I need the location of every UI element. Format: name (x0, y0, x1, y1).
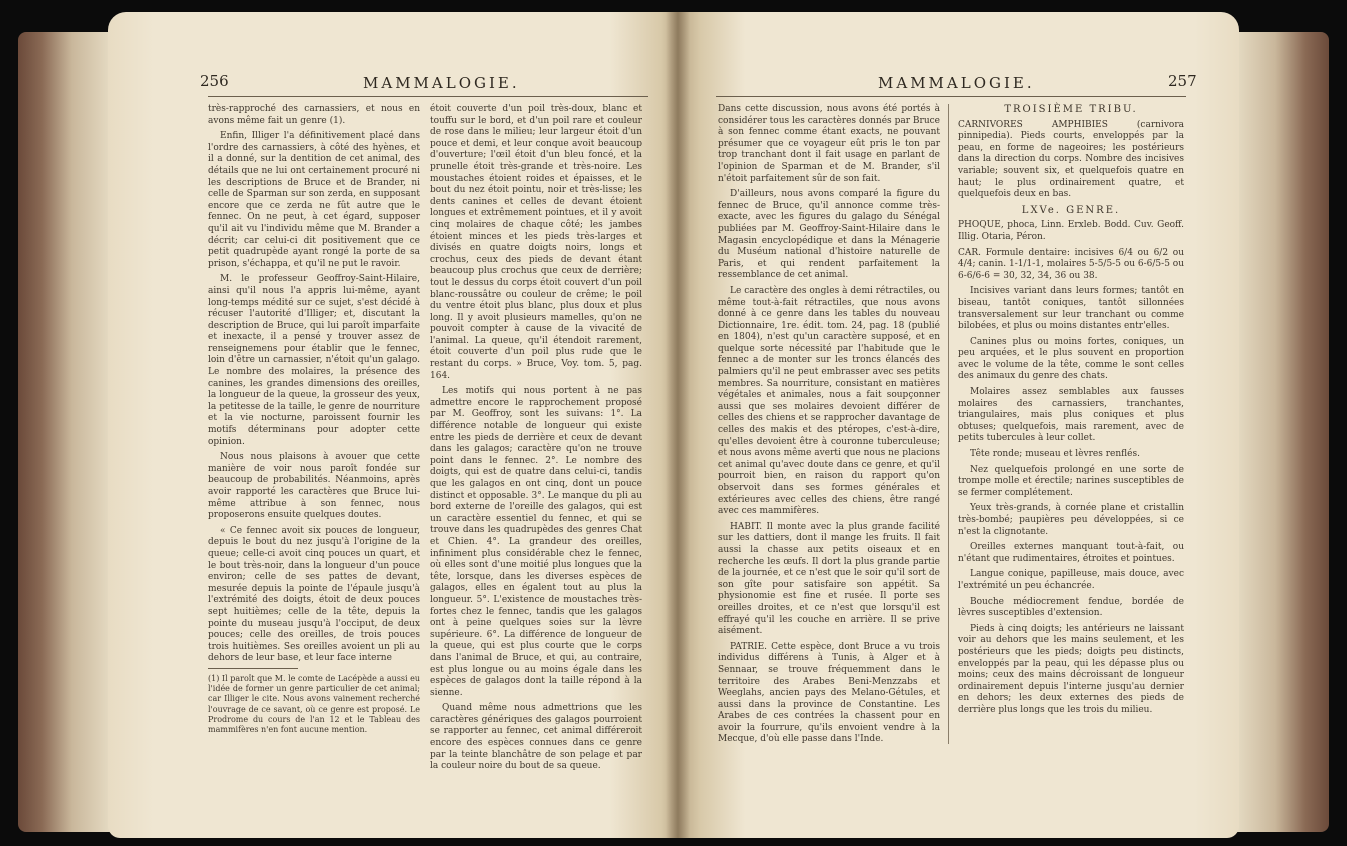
paragraph: Dans cette discussion, nous avons été portés à considérer tous les caractères donnés par Bruce à son fennec comme étant exacts, ne pouvant présumer que ce voyageur eût pris le ton par trop tranchant dont il fait usage en parlant de l'opinion de Sparman et de M. Brander, s'il n'étoit parfaitement sûr de son fait. (718, 104, 940, 184)
paragraph: Quand même nous admettrions que les caractères génériques des galagos pourroient se rapporter au fennec, cet animal différeroit encore des espèces connues dans ce genre par la teinte blanchâtre de son pelage et par la couleur noire du bout de sa queue. (430, 703, 642, 772)
paragraph: Oreilles externes manquant tout-à-fait, ou n'étant que rudimentaires, étroites et pointues. (958, 542, 1184, 564)
paragraph: Nez quelquefois prolongé en une sorte de trompe molle et érectile; narines susceptibles de se fermer complétement. (958, 464, 1184, 498)
left-page-number: 256 (200, 72, 229, 90)
paragraph: Bouche médiocrement fendue, bordée de lèvres susceptibles d'extension. (958, 596, 1184, 619)
paragraph: CARNIVORES AMPHIBIES (carnivora pinnipedia). Pieds courts, enveloppés par la peau, en forme de nageoires; les postérieurs dans la direction du corps. Nombre des incisives variable; souvent six, et quelquefois quatre en haut; le plus ordinairement quatre, et quelquefois deux en bas. (958, 119, 1184, 200)
right-page-number: 257 (1168, 72, 1197, 90)
left-page (108, 12, 678, 838)
paragraph: Les motifs qui nous portent à ne pas admettre encore le rapprochement proposé par M. Geoffroy, sont les suivans: 1°. La différence notable de longueur qui existe entre les pieds de derrière et ceux de devant dans les galagos; caractère qu'on ne trouve point dans le fennec. 2°. Le nombre des doigts, qui est de quatre dans celui-ci, tandis que les galagos en ont cinq, dont un pouce distinct et opposable. 3°. Le manque du pli au bord externe de l'oreille des galagos, qui est un caractère essentiel du fennec, et qui se trouve dans les quadrupèdes des genres Chat et Chien. 4°. La grandeur des oreilles, infiniment plus considérable chez le fennec, où elles sont d'une moitié plus longues que la tête, lorsque, dans les diverses espèces de galagos, elles en égalent tout au plus la longueur. 5°. L'existence de moustaches très-fortes chez le fennec, tandis que les galagos ont à peine quelques soies sur la lèvre supérieure. 6°. La différence de longueur de la queue, qui est plus courte que le corps dans l'animal de Bruce, et qui, au contraire, est plus longue ou au moins égale dans les espèces de galagos dont la taille répond à la sienne. (430, 386, 642, 698)
left-footnote (208, 674, 420, 764)
footnote-rule (208, 668, 298, 669)
paragraph: CAR. Formule dentaire: incisives 6/4 ou 6/2 ou 4/4; canin. 1-1/1-1, molaires 5-5/5-5 ou 6-6/5-5 ou 6-6/6-6 = 30, 32, 34, 36 ou 38. (958, 247, 1184, 281)
paragraph: très-rapproché des carnassiers, et nous en avons même fait un genre (1). (208, 104, 420, 126)
paragraph: étoit couverte d'un poil très-doux, blanc et touffu sur le bord, et d'un poil rare et couleur de rose dans le milieu; leur largeur étoit d'un pouce et demi, et leur conque avoit beaucoup d'ouverture; l'œil étoit d'un bleu foncé, et la prunelle étoit très-grande et très-noire. Les moustaches étoient roides et épaisses, et le bout du nez étoit pointu, noir et très-lisse; les dents canines et celles de devant étoient longues et extrêmement pointues, et il y avoit cinq molaires de chaque côté; les jambes étoient minces et les pieds très-larges et divisés en quatre doigts noirs, longs et crochus, ceux des pieds de devant étant beaucoup plus crochus que ceux de derrière; tout le dessus du corps étoit couvert d'un poil blanc-roussâtre ou couleur de crême; le poil du ventre étoit plus blanc, plus doux et plus long. Il y avoit plusieurs mamelles, qu'on ne pouvoit compter à cause de la vivacité de l'animal. La queue, qu'il étendoit rarement, étoit couverte d'un poil plus rude que le restant du corps. » Bruce, Voy. tom. 5, pag. 164. (430, 104, 642, 381)
paragraph: Enfin, Illiger l'a définitivement placé dans l'ordre des carnassiers, à côté des hyènes, et il a donné, sur la dentition de cet animal, des détails que ne lui ont certainement procuré ni les descriptions de Bruce et de Brander, ni celle de Sparman sur son zerda, en supposant encore que ce zerda ne fût autre que le fennec. On ne peut, à cet égard, supposer qu'il ait vu l'individu même que M. Brander a décrit; car celui-ci dit positivement que ce petit quadrupède ayant rongé la porte de sa prison, s'échappa, et qu'il ne put le ravoir. (208, 131, 420, 269)
paragraph: M. le professeur Geoffroy-Saint-Hilaire, ainsi qu'il nous l'a appris lui-même, ayant long-temps médité sur ce sujet, s'est décidé à récuser l'autorité d'Illiger; et, discutant la description de Bruce, qui lui paroît imparfaite et inexacte, il a pensé y trouver assez de renseignemens pour établir que le fennec, loin d'être un carnassier, n'étoit qu'un galago. Le nombre des molaires, la présence des canines, les grandes dimensions des oreilles, la longueur de la queue, la grosseur des yeux, la petitesse de la taille, le genre de nourriture et la vie nocturne, paroissent fournir les motifs déterminans pour adopter cette opinion. (208, 274, 420, 447)
right-page (678, 12, 1239, 838)
left-header-rule (208, 96, 648, 97)
paragraph: « Ce fennec avoit six pouces de longueur, depuis le bout du nez jusqu'à l'origine de la queue; celle-ci avoit cinq pouces un quart, et le bout très-noir, dans la longueur d'un pouce environ; celle de ses pattes de devant, mesurée depuis la pointe de l'épaule jusqu'à l'extrémité des doigts, étoit de deux pouces sept huitièmes; celle de la tête, depuis la pointe du museau jusqu'à l'occiput, de deux pouces; celle des oreilles, de trois pouces trois huitièmes. Ses oreilles avoient un pli au dehors de leur base, et leur face interne (208, 525, 420, 664)
paragraph: Nous nous plaisons à avouer que cette manière de voir nous paroît fondée sur beaucoup de probabilités. Néanmoins, après avoir rapporté les caractères que Bruce lui-même attribue à son fennec, nous proposerons ensuite quelques doutes. (208, 452, 420, 521)
left-page-header: MAMMALOGIE. (363, 74, 520, 92)
paragraph: Pieds à cinq doigts; les antérieurs ne laissant voir au dehors que les mains seulement, et les postérieurs que les pieds; doigts peu distincts, enveloppés par la peau, qui les dépasse plus ou moins; ceux des mains décroissant de longueur ordinairement depuis l'interne jusqu'au dernier en dehors; les deux externes des pieds de derrière plus longs que les trois du milieu. (958, 623, 1184, 715)
paragraph: Yeux très-grands, à cornée plane et cristallin très-bombé; paupières peu développées, si ce n'est la clignotante. (958, 503, 1184, 537)
right-column-2 (958, 104, 1184, 754)
footnote-text: (1) Il paroît que M. le comte de Lacépède a aussi eu l'idée de former un genre particulier de cet animal; car Illiger le cite. Nous avons vainement recherché l'ouvrage de ce savant, où ce genre est proposé. Le Prodrome du cours de l'an 12 et le Tableau des mammifères n'en font aucune mention. (208, 674, 420, 735)
paragraph: Incisives variant dans leurs formes; tantôt en biseau, tantôt coniques, tantôt sillonnées transversalement sur leur tranchant ou comme bilobées, et plus ou moins distantes entr'elles. (958, 286, 1184, 332)
column-divider (948, 104, 949, 744)
paragraph: Canines plus ou moins fortes, coniques, un peu arquées, et le plus souvent en proportion avec le volume de la tête, comme le sont celles des animaux du genre des chats. (958, 336, 1184, 382)
paragraph: Molaires assez semblables aux fausses molaires des carnassiers, tranchantes, triangulaires, mais plus coniques et plus obtuses; quelquefois, mais rarement, avec de petits tubercules à leur collet. (958, 387, 1184, 444)
paragraph: PHOQUE, phoca, Linn. Erxleb. Bodd. Cuv. Geoff. Illig. Otaria, Péron. (958, 220, 1184, 242)
right-page-header: MAMMALOGIE. (878, 74, 1035, 92)
paragraph: HABIT. Il monte avec la plus grande facilité sur les dattiers, dont il mange les fruits. Il fait aussi la chasse aux petits oiseaux et en recherche les œufs. Il dort la plus grande partie de la journée, et ce n'est que le soir qu'il sort de son gîte pour satisfaire son appétit. Sa physionomie est fine et rusée. Il porte ses oreilles droites, et ce n'est que lorsqu'il est effrayé qu'il les couche en arrière. Il se prive aisément. (718, 521, 940, 637)
genre-title: LXVe. GENRE. (1021, 204, 1121, 216)
tribe-title: TROISIÈME TRIBU. (1004, 104, 1138, 115)
paragraph: D'ailleurs, nous avons comparé la figure du fennec de Bruce, qu'il annonce comme très-exacte, avec les figures du galago du Sénégal publiées par M. Geoffroy-Saint-Hilaire dans le Magasin encyclopédique et dans la Ménagerie du Muséum national d'histoire naturelle de Paris, et qui rendent parfaitement la ressemblance de cet animal. (718, 189, 940, 281)
left-column-2 (430, 104, 642, 772)
paragraph: Le caractère des ongles à demi rétractiles, ou même tout-à-fait rétractiles, que nous avons donné à ce genre dans les tables du nouveau Dictionnaire, 1re. édit. tom. 24, pag. 18 (publié en 1804), n'est qu'un caractère supposé, et en quelque sorte nécessité par l'habitude que le fennec a de monter sur les troncs élancés des palmiers qu'il ne peut embrasser avec ses petits membres. Sa nourriture, consistant en matières végétales et animales, nous a fait soupçonner aussi que ses molaires devoient différer de celles des chiens et se rapprocher davantage de celles des makis et des ptéropes, c'est-à-dire, qu'elles devoient être à couronne tuberculeuse; et nous avons même averti que nous ne placions cet animal qu'avec doute dans ce genre, et qu'il pourroit bien, en raison du rapport qu'on observoit dans ses formes générales et extérieures avec celles des chiens, être rangé avec ces mammifères. (718, 285, 940, 517)
paragraph: Tête ronde; museau et lèvres renflés. (970, 449, 1140, 460)
paragraph: Langue conique, papilleuse, mais douce, avec l'extrémité un peu échancrée. (958, 569, 1184, 591)
left-column-1 (208, 104, 420, 664)
right-header-rule (716, 96, 1186, 97)
book-gutter (666, 12, 690, 838)
open-book (18, 12, 1329, 838)
right-column-1 (718, 104, 940, 744)
paragraph: PATRIE. Cette espèce, dont Bruce a vu trois individus différens à Tunis, à Alger et à Sennaar, se trouve fréquemment dans le territoire des Arabes Beni-Menzzabs et Weeglahs, ancien pays des Melano-Gétules, et aussi dans la province de Constantine. Les Arabes de ces contrées la chassent pour en avoir la fourrure, qu'ils envoient vendre à la Mecque, d'où elle passe dans l'Inde. (718, 641, 940, 745)
